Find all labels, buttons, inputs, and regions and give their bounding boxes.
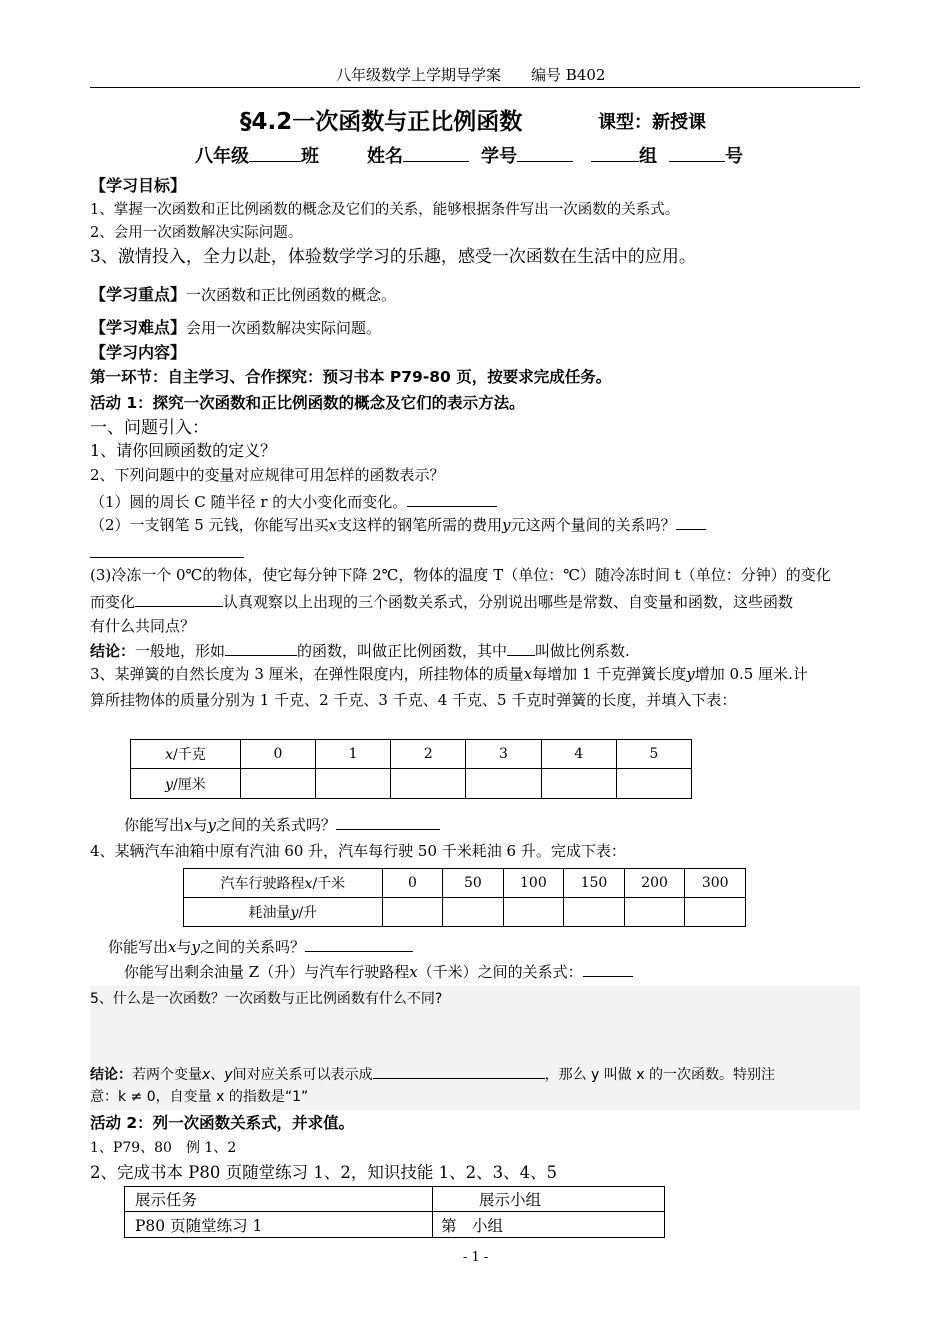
fuel-table-header-y: 耗油量y/升 <box>184 898 383 927</box>
spring-table-cell: 1 <box>316 740 391 769</box>
fuel-table-cell: 0 <box>382 869 442 898</box>
answer-blank-continued[interactable] <box>90 543 244 563</box>
question-2-3-line-3: 有什么共同点？ <box>90 617 196 635</box>
variable-y: y <box>502 516 511 534</box>
question-5: 5、什么是一次函数？一次函数与正比例函数有什么不同? <box>90 991 443 1007</box>
answer-blank[interactable] <box>225 641 297 656</box>
lesson-type: 课型：新授课 <box>598 112 706 133</box>
conclusion-2-line-2: 意：k ≠ 0，自变量 x 的指数是“1” <box>90 1089 309 1105</box>
answer-blank[interactable] <box>373 1064 545 1079</box>
spring-text-c: 增加 0.5 厘米.计 <box>694 665 808 683</box>
intro-heading: 一、问题引入： <box>90 418 209 438</box>
spring-text-b: 每增加 1 千克弹簧长度 <box>532 665 687 683</box>
question-2-3-line-1: (3)冷冻一个 0℃的物体，使它每分钟下降 2℃，物体的温度 T（单位：℃）随冷冻时间 t（单位：分钟）的变化 <box>90 566 831 584</box>
car-question-2: 你能写出剩余油量 Z（升）与汽车行驶路程x（千米）之间的关系式： <box>124 962 633 982</box>
number-label: 学号 <box>481 146 517 167</box>
question-2: 2、下列问题中的变量对应规律可用怎样的函数表示？ <box>90 466 445 484</box>
spring-table-input-cell[interactable] <box>541 769 616 799</box>
header-rule <box>90 87 860 88</box>
fuel-table-input-cell[interactable] <box>564 898 625 927</box>
spring-table-input-cell[interactable] <box>466 769 541 799</box>
conclusion-2-line-1: 结论：若两个变量x、y间对应关系可以表示成 ，那么 y 叫做 x 的一次函数。特别注 <box>90 1064 775 1085</box>
spring-table-header-y: y/厘米 <box>131 769 241 799</box>
spring-question: 你能写出x与y之间的关系式吗？ <box>124 815 440 835</box>
fuel-table-input-cell[interactable] <box>443 898 503 927</box>
student-info-line <box>195 146 743 169</box>
class-blank[interactable] <box>249 147 301 162</box>
variable-y: y <box>686 665 695 683</box>
difficulty-label: 【学习难点】 <box>90 318 187 337</box>
goal-item-2: 2、会用一次函数解决实际问题。 <box>90 225 303 241</box>
page-number: - 1 - <box>463 1250 489 1265</box>
group-label: 组 <box>639 146 657 167</box>
conclusion-1-text-3: 叫做比例系数. <box>535 642 630 660</box>
key-point-label: 【学习重点】 <box>90 285 187 304</box>
activity-2-item-1: 1、P79、80 例 1、2 <box>90 1140 237 1156</box>
conclusion-label: 结论： <box>90 642 136 660</box>
question-2-3-text-c: 认真观察以上出现的三个函数关系式，分别说出哪些是常数、自变量和函数，这些函数 <box>223 593 794 611</box>
presentation-table <box>124 1186 665 1238</box>
content-heading: 【学习内容】 <box>90 343 187 362</box>
difficulty <box>90 318 381 338</box>
question-2-2-text-c: 元这两个量间的关系吗？ <box>510 516 676 534</box>
fuel-table-input-cell[interactable] <box>382 898 442 927</box>
car-problem-line-1: 4、某辆汽车油箱中原有汽油 60 升，汽车每行驶 50 千米耗油 6 升。完成下表： <box>90 842 626 860</box>
question-2-2-text-b: 支这样的钢笔所需的费用 <box>337 516 503 534</box>
spring-table-input-cell[interactable] <box>391 769 466 799</box>
spring-table-cell: 0 <box>240 740 315 769</box>
spring-table-cell: 3 <box>466 740 541 769</box>
fuel-table-header-x: 汽车行驶路程x/千米 <box>184 869 383 898</box>
spring-problem-line-1 <box>90 665 808 684</box>
fuel-table <box>183 868 746 927</box>
number-blank[interactable] <box>517 147 573 162</box>
question-2-1-text: （1）圆的周长 C 随半径 r 的大小变化而变化。 <box>90 493 408 511</box>
seat-blank[interactable] <box>669 147 725 162</box>
conclusion-1-text-2: 的函数，叫做正比例函数，其中 <box>297 642 508 660</box>
class-label: 班 <box>301 146 319 167</box>
activity-2-item-2: 2、完成书本 P80 页随堂练习 1、2，知识技能 1、2、3、4、5 <box>90 1163 558 1182</box>
fuel-table-input-cell[interactable] <box>685 898 746 927</box>
spring-table-cell: 2 <box>391 740 466 769</box>
spring-table-input-cell[interactable] <box>316 769 391 799</box>
presentation-header-task: 展示任务 <box>125 1187 433 1212</box>
variable-x: x <box>523 665 533 683</box>
spring-problem-line-2: 算所挂物体的质量分别为 1 千克、2 千克、3 千克、4 千克、5 千克时弹簧的长度，并填入下表： <box>90 691 737 709</box>
grade-label: 八年级 <box>195 146 249 167</box>
presentation-row-group[interactable]: 第 小组 <box>433 1212 665 1238</box>
seat-label: 号 <box>725 146 743 167</box>
spring-table-input-cell[interactable] <box>240 769 315 799</box>
conclusion-1 <box>90 641 630 661</box>
fuel-table-cell: 100 <box>503 869 564 898</box>
question-2-3-text-b: 而变化 <box>90 593 136 611</box>
answer-blank[interactable] <box>135 592 223 607</box>
question-2-1 <box>90 492 497 512</box>
spring-text-a: 3、某弹簧的自然长度为 3 厘米，在弹性限度内，所挂物体的质量 <box>90 665 524 683</box>
goal-item-1: 1、掌握一次函数和正比例函数的概念及它们的关系，能够根据条件写出一次函数的关系式。 <box>90 202 680 218</box>
question-2-2 <box>90 515 706 535</box>
car-question-1: 你能写出x与y之间的关系吗？ <box>108 937 413 957</box>
spring-table-cell: 5 <box>616 740 691 769</box>
conclusion-1-text-1: 一般地，形如 <box>135 642 226 660</box>
answer-blank[interactable] <box>507 641 535 656</box>
variable-x: x <box>328 516 338 534</box>
key-point-text: 一次函数和正比例函数的概念。 <box>186 286 397 304</box>
fuel-table-input-cell[interactable] <box>624 898 685 927</box>
goal-item-3: 3、激情投入，全力以赴，体验数学学习的乐趣，感受一次函数在生活中的应用。 <box>90 247 696 267</box>
name-label: 姓名 <box>367 146 403 167</box>
answer-blank[interactable] <box>583 962 633 977</box>
group-blank[interactable] <box>591 147 639 162</box>
activity-1-heading: 活动 1：探究一次函数和正比例函数的概念及它们的表示方法。 <box>90 394 525 412</box>
spring-table-input-cell[interactable] <box>616 769 691 799</box>
question-1: 1、请你回顾函数的定义？ <box>90 441 277 460</box>
fuel-table-cell: 50 <box>443 869 503 898</box>
answer-blank[interactable] <box>336 815 440 830</box>
page-header: 八年级数学上学期导学案 编号 B402 <box>336 66 606 84</box>
fuel-table-cell: 300 <box>685 869 746 898</box>
section-1-heading: 第一环节：自主学习、合作探究：预习书本 P79-80 页，按要求完成任务。 <box>90 368 612 386</box>
question-2-2-text-a: （2）一支钢笔 5 元钱，你能写出买 <box>90 516 329 534</box>
key-point <box>90 285 396 305</box>
presentation-row-task: P80 页随堂练习 1 <box>125 1212 433 1238</box>
answer-blank[interactable] <box>676 515 706 530</box>
fuel-table-cell: 150 <box>564 869 625 898</box>
page-title: §4.2一次函数与正比例函数 <box>240 109 523 135</box>
activity-2-heading: 活动 2：列一次函数关系式，并求值。 <box>90 1114 355 1132</box>
answer-blank[interactable] <box>305 937 413 952</box>
spring-table-cell: 4 <box>541 740 616 769</box>
difficulty-text: 会用一次函数解决实际问题。 <box>186 319 382 337</box>
name-blank[interactable] <box>403 147 469 162</box>
goals-heading: 【学习目标】 <box>90 176 187 195</box>
fuel-table-cell: 200 <box>624 869 685 898</box>
spring-table <box>130 739 692 799</box>
question-2-3-line-2 <box>90 592 793 612</box>
spring-table-header-x: x/千克 <box>131 740 241 769</box>
fuel-table-input-cell[interactable] <box>503 898 564 927</box>
answer-blank[interactable] <box>407 492 497 507</box>
presentation-header-group: 展示小组 <box>433 1187 665 1212</box>
